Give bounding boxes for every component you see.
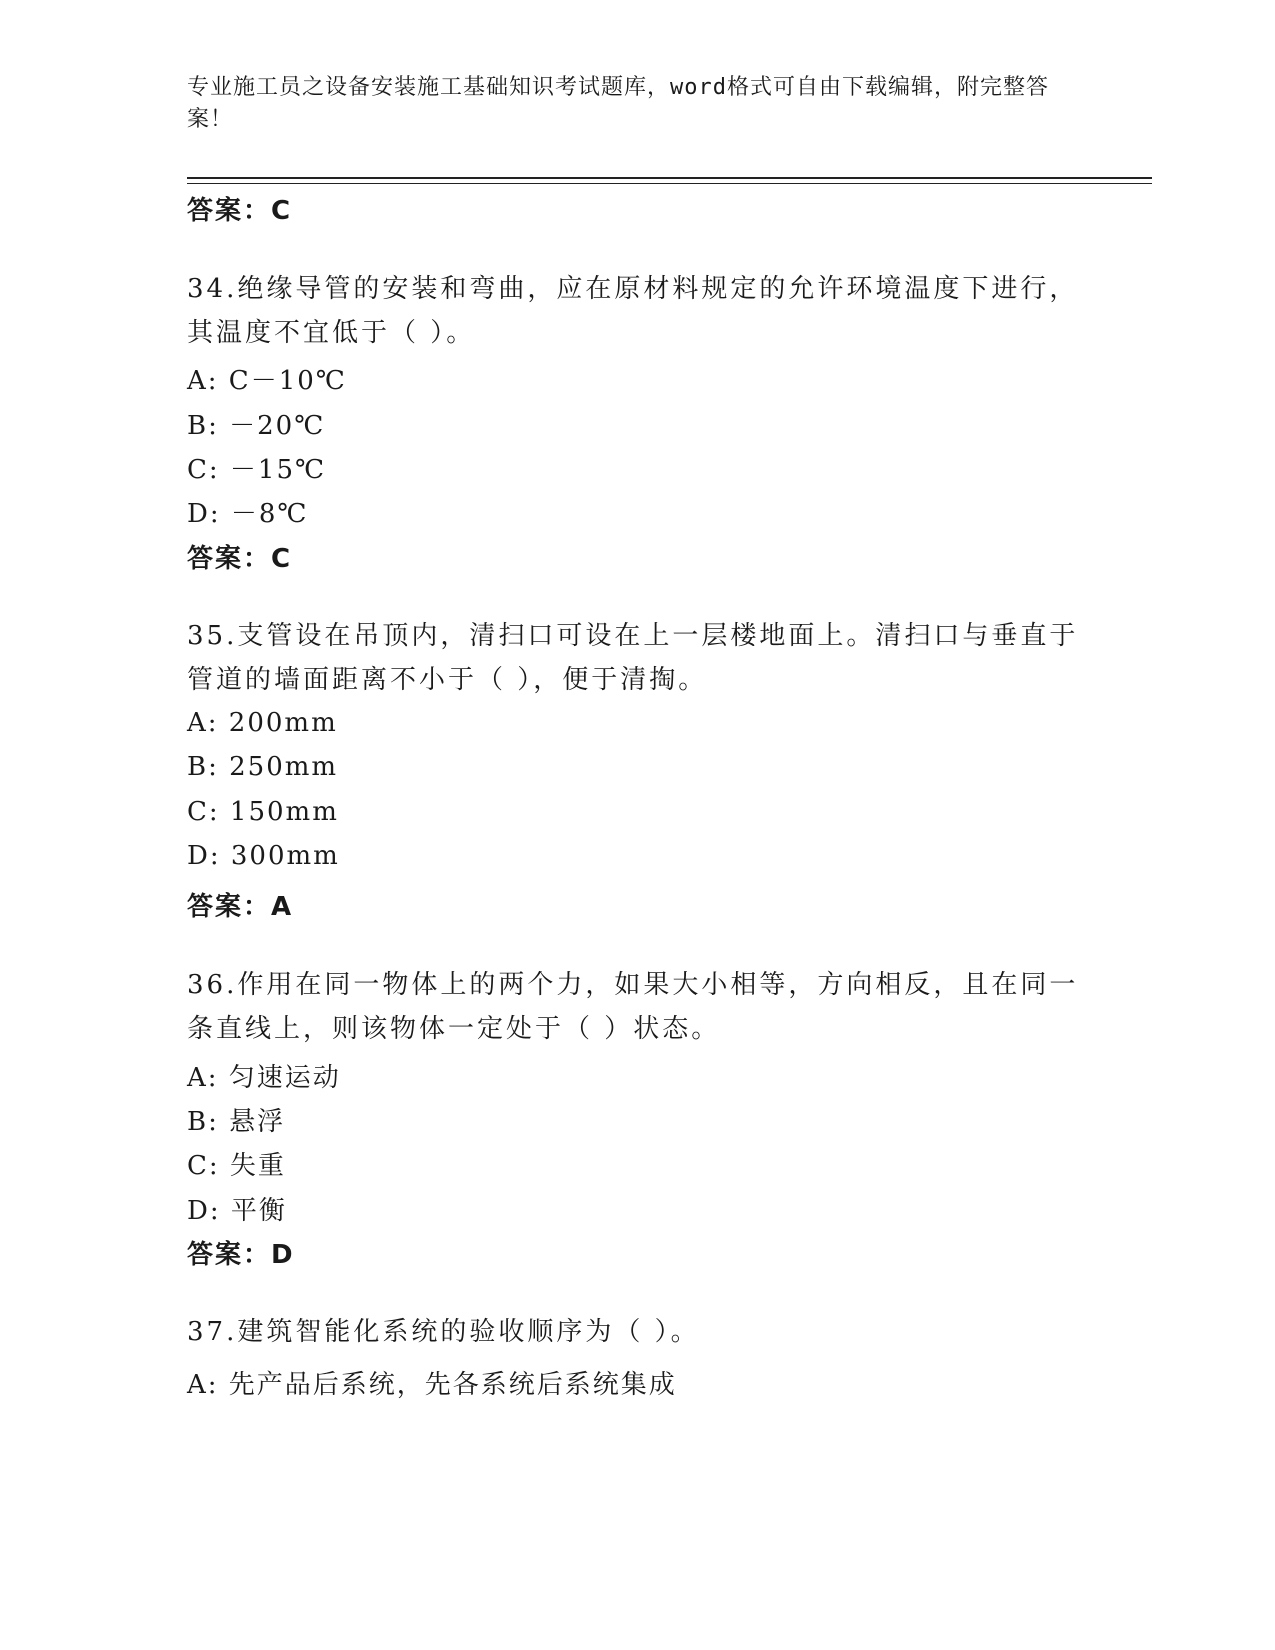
question-36-option-b: B: 悬浮: [187, 1107, 286, 1137]
question-37-option-a: A: 先产品后系统，先各系统后系统集成: [187, 1370, 677, 1400]
document-header: 专业施工员之设备安装施工基础知识考试题库，word格式可自由下载编辑，附完整答案！: [187, 75, 1049, 132]
question-37-text: 37.建筑智能化系统的验收顺序为（ ）。: [187, 1317, 700, 1347]
header-rule-thick: [187, 177, 1152, 179]
question-36-option-d: D: 平衡: [187, 1196, 287, 1226]
question-36-option-a: A: 匀速运动: [187, 1063, 341, 1093]
question-35-option-b: B: 250mm: [187, 752, 339, 782]
question-35-option-a: A: 200mm: [187, 708, 338, 738]
question-34-option-c: C: －15℃: [187, 455, 327, 485]
question-34-text: 34.绝缘导管的安装和弯曲，应在原材料规定的允许环境温度下进行，其温度不宜低于（ ）。: [187, 274, 1079, 348]
question-35-text: 35.支管设在吊顶内，清扫口可设在上一层楼地面上。清扫口与垂直于管道的墙面距离不小于（ ），便于清掏。: [187, 621, 1079, 695]
question-34-option-b: B: －20℃: [187, 411, 326, 441]
question-34-option-d: D: －8℃: [187, 499, 309, 529]
answer-35: 答案：A: [187, 892, 294, 922]
answer-34: 答案：C: [187, 544, 293, 574]
answer-33: 答案：C: [187, 196, 293, 226]
question-35-option-c: C: 150mm: [187, 797, 339, 827]
question-36-text: 36.作用在同一物体上的两个力，如果大小相等，方向相反，且在同一条直线上，则该物体一定处于（ ）状态。: [187, 970, 1079, 1044]
question-34-option-a: A: C－10℃: [187, 366, 347, 396]
header-rule-thin: [187, 183, 1152, 184]
question-36-option-c: C: 失重: [187, 1151, 286, 1181]
answer-36: 答案：D: [187, 1240, 295, 1270]
question-35-option-d: D: 300mm: [187, 841, 340, 871]
